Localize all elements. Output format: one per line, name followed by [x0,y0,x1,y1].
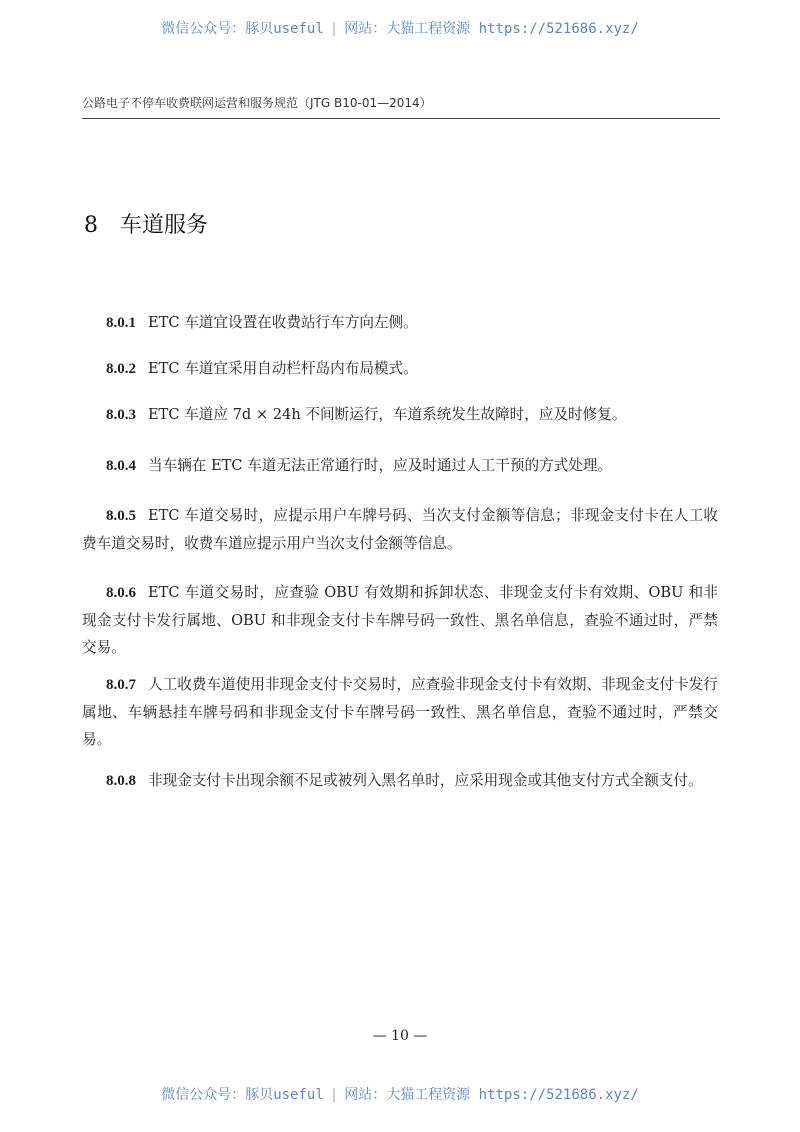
watermark-separator: | [329,21,339,37]
watermark-site: 网站：大猫工程资源 https://521686.xyz/ [344,21,639,37]
clause [82,502,718,557]
clause-text: 非现金支付卡出现余额不足或被列入黑名单时，应采用现金或其他支付方式全额支付。 [148,772,703,789]
chapter-title [84,208,208,239]
watermark-wechat: 微信公众号：豚贝useful [161,1087,324,1103]
clause-number: 8.0.5 [106,508,136,524]
clause [82,309,718,337]
clause [82,452,718,480]
clause [82,401,718,429]
clause-number: 8.0.6 [106,585,136,601]
watermark-separator: | [329,1087,339,1103]
watermark-site: 网站：大猫工程资源 https://521686.xyz/ [344,1087,639,1103]
chapter-number: 8 [84,213,98,238]
clause-number: 8.0.1 [106,315,136,331]
clause-text: 人工收费车道使用非现金支付卡交易时，应查验非现金支付卡有效期、非现金支付卡发行属地、车辆悬挂车牌号码和非现金支付卡车牌号码一致性、黑名单信息，查验不通过时，严禁交易。 [82,676,718,748]
clause-number: 8.0.4 [106,458,136,474]
clause-text: ETC 车道交易时，应提示用户车牌号码、当次支付金额等信息；非现金支付卡在人工收费车道交易时，收费车道应提示用户当次支付金额等信息。 [82,507,718,552]
chapter-text: 车道服务 [120,213,209,238]
clause-number: 8.0.7 [106,677,136,693]
clause-number: 8.0.2 [106,361,136,377]
clause-number: 8.0.3 [106,407,136,423]
clause-text: ETC 车道宜采用自动栏杆岛内布局模式。 [148,360,418,377]
clause-number: 8.0.8 [106,773,136,789]
watermark-bottom [0,1084,800,1104]
clause [82,767,718,795]
header-rule [82,118,720,119]
clause-text: 当车辆在 ETC 车道无法正常通行时，应及时通过人工干预的方式处理。 [148,457,613,474]
clause-text: ETC 车道应 7d × 24h 不间断运行，车道系统发生故障时，应及时修复。 [148,406,627,423]
page-number: — 10 — [372,1028,428,1044]
clause [82,671,718,753]
running-header: 公路电子不停车收费联网运营和服务规范（JTG B10-01—2014） [82,96,432,110]
watermark-wechat: 微信公众号：豚贝useful [161,21,324,37]
clause [82,355,718,383]
clause [82,579,718,661]
watermark-top [0,18,800,38]
clause-text: ETC 车道交易时，应查验 OBU 有效期和拆卸状态、非现金支付卡有效期、OBU 和非现金支付卡发行属地、OBU 和非现金支付卡车牌号码一致性、黑名单信息，查验不通过时，严禁交易。 [82,584,718,656]
clause-text: ETC 车道宜设置在收费站行车方向左侧。 [148,314,418,331]
